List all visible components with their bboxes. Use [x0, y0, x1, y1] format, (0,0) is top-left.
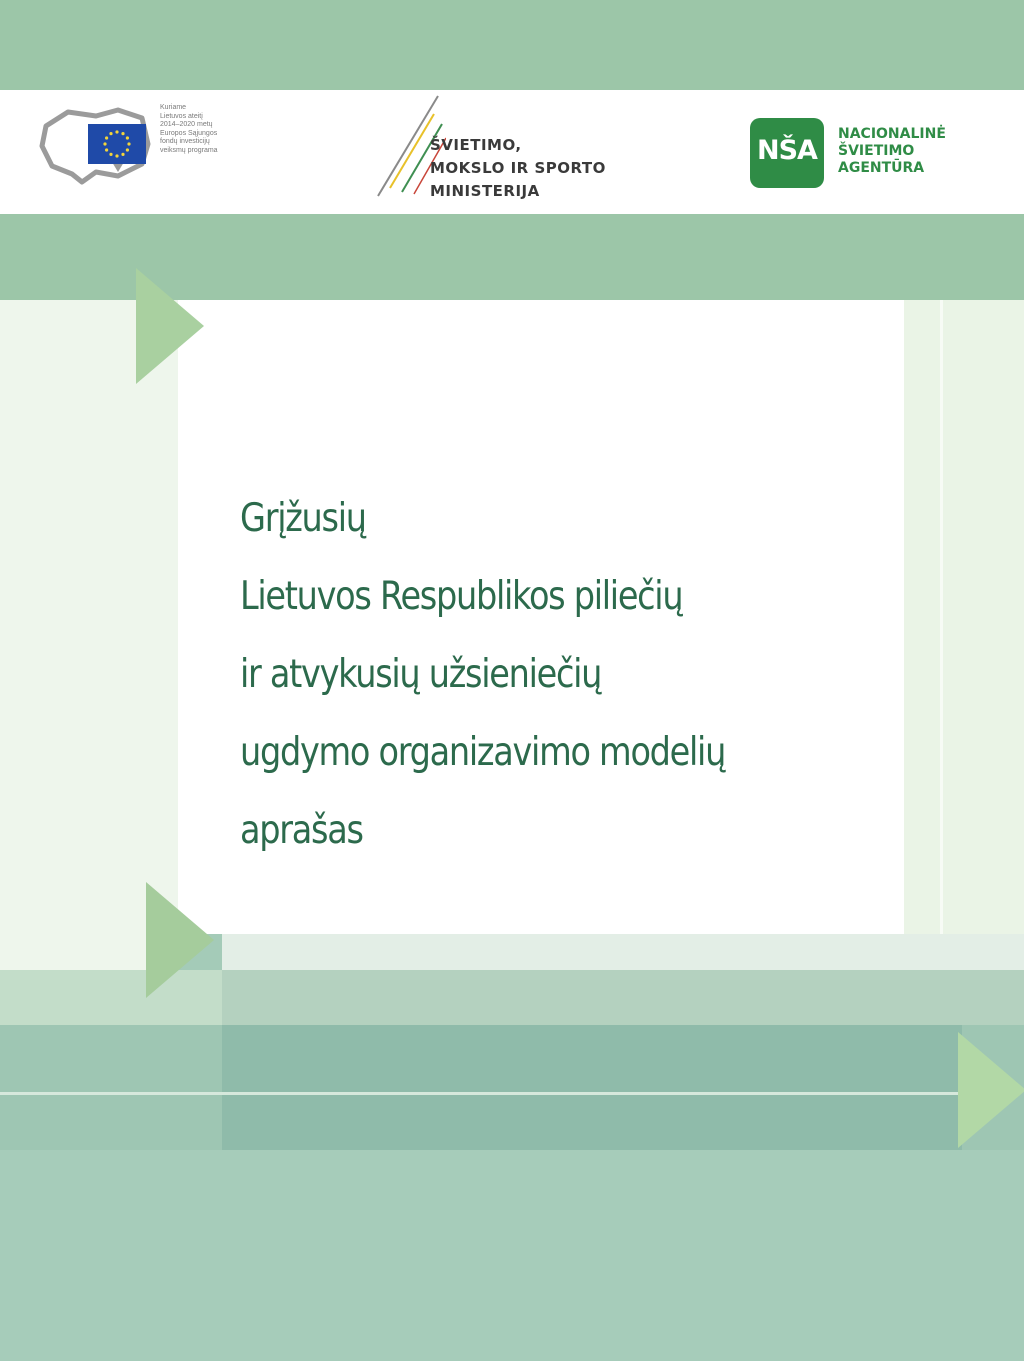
ministry-name [430, 134, 606, 203]
agency-name-line: ŠVIETIMO [838, 143, 915, 159]
ministry-name-line: MOKSLO IR SPORTO [430, 159, 606, 177]
right-pale-panel [904, 300, 1024, 934]
lower-band-inner [222, 970, 1024, 1025]
title-line: Grįžusių [240, 496, 366, 541]
title-line: ugdymo organizavimo modelių [240, 730, 726, 775]
lower-band-overlay [222, 934, 1024, 970]
title-line: ir atvykusių užsieniečių [240, 652, 602, 697]
arrow-triangle-icon [958, 1032, 1024, 1148]
title-line: Lietuvos Respublikos piliečių [240, 574, 683, 619]
bottom-band [0, 1150, 1024, 1361]
top-band [0, 0, 1024, 90]
left-pale-panel [0, 300, 178, 970]
arrow-triangle-icon [146, 882, 214, 998]
ministry-name-line: ŠVIETIMO, [430, 136, 522, 154]
title-line: aprašas [240, 808, 363, 853]
arrow-triangle-icon [136, 268, 204, 384]
lower-band-mid-inner [222, 1025, 962, 1150]
ministry-name-line: MINISTERIJA [430, 182, 540, 200]
agency-name-line: NACIONALINĖ [838, 126, 946, 142]
nsa-badge-text: NŠA [757, 135, 817, 166]
document-title [240, 480, 790, 870]
eu-flag-icon [88, 124, 146, 164]
right-pale-stripe [940, 300, 943, 934]
horizontal-line [0, 1092, 980, 1095]
eu-logo-caption: Kuriame Lietuvos ateitį 2014–2020 metų Europos Sąjungos fondų investicijų veiksmų programa [160, 104, 218, 154]
agency-name [838, 126, 946, 177]
agency-name-line: AGENTŪRA [838, 160, 925, 176]
